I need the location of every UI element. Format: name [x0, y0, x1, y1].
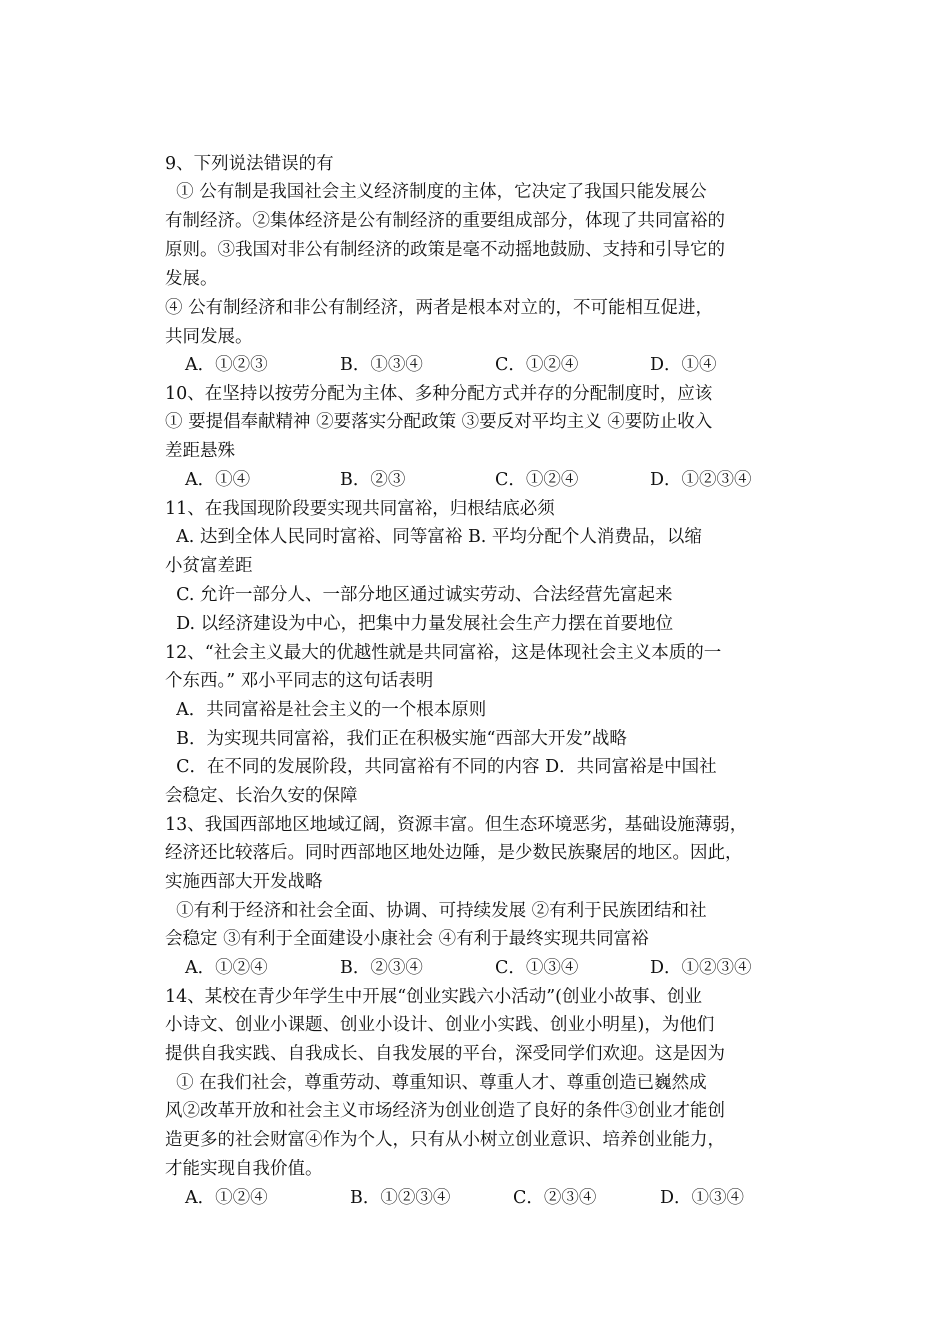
question-text-line: 会稳定 ③有利于全面建设小康社会 ④有利于最终实现共同富裕 — [165, 929, 649, 949]
question-text-line: 差距悬殊 — [165, 441, 235, 461]
answer-option-d[interactable]: D．①④ — [650, 355, 717, 375]
answer-option-d[interactable]: D．①②③④ — [650, 958, 752, 978]
question-text-line: ① 要提倡奉献精神 ②要落实分配政策 ③要反对平均主义 ④要防止收入 — [165, 412, 713, 432]
answer-option-a[interactable]: A．①②④ — [185, 1188, 268, 1208]
answer-option-c[interactable]: C．①②④ — [495, 470, 579, 490]
question-text-line: 原则。③我国对非公有制经济的政策是毫不动摇地鼓励、支持和引导它的 — [165, 240, 725, 260]
answer-option-c[interactable]: C．①②④ — [495, 355, 579, 375]
question-text-line: 实施西部大开发战略 — [165, 872, 323, 892]
question-stem: 9、下列说法错误的有 — [165, 154, 334, 174]
question-text-line: 小诗文、创业小课题、创业小设计、创业小实践、创业小明星)，为他们 — [165, 1015, 715, 1035]
answer-option-b[interactable]: B．①③④ — [340, 355, 423, 375]
question-text-line: A. 达到全体人民同时富裕、同等富裕 B. 平均分配个人消费品，以缩 — [165, 527, 702, 547]
answer-option-d[interactable]: D．①②③④ — [650, 470, 752, 490]
answer-option-c[interactable]: C．①③④ — [495, 958, 579, 978]
question-stem: 12、“社会主义最大的优越性就是共同富裕，这是体现社会主义本质的一 — [165, 643, 722, 663]
question-text-line: C. 允许一部分人、一部分地区通过诚实劳动、合法经营先富起来 — [165, 585, 673, 605]
question-text-line: ① 公有制是我国社会主义经济制度的主体，它决定了我国只能发展公 — [165, 182, 707, 202]
question-text-line: 发展。 — [165, 269, 218, 289]
answer-option-b[interactable]: B．①②③④ — [350, 1188, 451, 1208]
question-text-line: 共同发展。 — [165, 327, 253, 347]
question-text-line: 才能实现自我价值。 — [165, 1159, 323, 1179]
question-text-line: 会稳定、长治久安的保障 — [165, 786, 358, 806]
answer-option-c[interactable]: C．②③④ — [513, 1188, 597, 1208]
question-text-line: ④ 公有制经济和非公有制经济，两者是根本对立的，不可能相互促进， — [165, 298, 714, 318]
answer-option-b[interactable]: B．②③④ — [340, 958, 423, 978]
answer-option-b[interactable]: B．②③ — [340, 470, 406, 490]
question-stem: 14、某校在青少年学生中开展“创业实践六小活动”(创业小故事、创业 — [165, 987, 702, 1007]
question-text-line: 经济还比较落后。同时西部地区地处边陲，是少数民族聚居的地区。因此， — [165, 843, 743, 863]
question-text-line: 风②改革开放和社会主义市场经济为创业创造了良好的条件③创业才能创 — [165, 1101, 725, 1121]
answer-option-a[interactable]: A．①②④ — [185, 958, 268, 978]
question-text-line: 个东西。” 邓小平同志的这句话表明 — [165, 671, 434, 691]
question-text-line: ① 在我们社会，尊重劳动、尊重知识、尊重人才、尊重创造已巍然成 — [165, 1073, 707, 1093]
question-text-line: ①有利于经济和社会全面、协调、可持续发展 ②有利于民族团结和社 — [165, 901, 707, 921]
question-text-line: C．在不同的发展阶段，共同富裕有不同的内容 D．共同富裕是中国社 — [165, 757, 717, 777]
question-stem: 11、在我国现阶段要实现共同富裕，归根结底必须 — [165, 499, 555, 519]
question-text-line: A．共同富裕是社会主义的一个根本原则 — [165, 700, 487, 720]
answer-option-d[interactable]: D．①③④ — [660, 1188, 745, 1208]
question-stem: 13、我国西部地区地域辽阔，资源丰富。但生态环境恶劣，基础设施薄弱， — [165, 815, 748, 835]
answer-option-a[interactable]: A．①②③ — [185, 355, 268, 375]
question-text-line: D. 以经济建设为中心，把集中力量发展社会生产力摆在首要地位 — [165, 614, 674, 634]
question-text-line: 有制经济。②集体经济是公有制经济的重要组成部分，体现了共同富裕的 — [165, 211, 725, 231]
question-text-line: B．为实现共同富裕，我们正在积极实施“西部大开发”战略 — [165, 729, 627, 749]
question-stem: 10、在坚持以按劳分配为主体、多种分配方式并存的分配制度时，应该 — [165, 384, 713, 404]
question-text-line: 造更多的社会财富④作为个人，只有从小树立创业意识、培养创业能力， — [165, 1130, 725, 1150]
answer-option-a[interactable]: A．①④ — [185, 470, 251, 490]
question-text-line: 提供自我实践、自我成长、自我发展的平台，深受同学们欢迎。这是因为 — [165, 1044, 725, 1064]
question-text-line: 小贫富差距 — [165, 556, 253, 576]
